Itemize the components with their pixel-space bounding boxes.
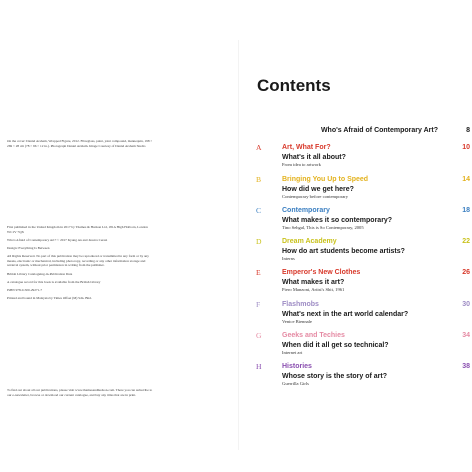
toc-entry-intro[interactable] (256, 126, 470, 136)
toc-question: What makes it so contemporary? (282, 217, 393, 224)
toc-section-letter: B (256, 175, 262, 184)
toc-page-number: 34 (462, 332, 470, 339)
toc-entry-d[interactable] (256, 237, 470, 262)
toc-page-number: 38 (462, 363, 470, 370)
toc-section-letter: F (256, 300, 261, 309)
toc-chapter-title: Contemporary (282, 207, 330, 214)
toc-page-number: 26 (462, 269, 470, 276)
toc-section-letter: A (256, 143, 262, 152)
printed-text: Printed and bound in Malaysia by Times Offset (M) Sdn. Bhd. (7, 296, 92, 301)
colophon-block (7, 225, 157, 304)
toc-page-number: 14 (462, 176, 470, 183)
cover-note (7, 139, 157, 152)
toc-entry-b[interactable] (256, 175, 470, 200)
copyright-text: Who's Afraid of Contemporary Art? © 2017 Kyung An and Jessica Cerasi (7, 237, 108, 242)
toc-chapter-title: Dream Academy (282, 238, 337, 245)
toc-section-letter: E (256, 268, 261, 277)
toc-entry-g[interactable] (256, 331, 470, 356)
toc-chapter-title: Histories (282, 363, 312, 370)
toc-chapter-title: Bringing You Up to Speed (282, 176, 369, 183)
catalogue-record-text: A catalogue record for this book is available from the British Library (7, 279, 101, 284)
toc-question: What's next in the art world calendar? (282, 311, 409, 318)
toc-description: Tino Sehgal, This is So Contemporary, 2005 (282, 225, 364, 230)
toc-description: From idea to artwork (282, 162, 321, 167)
isbn-text: ISBN 978-0-500-29271-7 (7, 287, 43, 292)
toc-page-number: 22 (462, 238, 470, 245)
toc-description: Contemporary before contemporary (282, 194, 349, 199)
toc-question: When did it all get so technical? (282, 342, 389, 349)
toc-description: Piero Manzoni, Artist's Shit, 1961 (282, 287, 345, 292)
page-title: Contents (257, 76, 331, 95)
toc-page-number: 18 (462, 207, 470, 214)
cover-note-text: On the cover: Daniel Arsham, Wrapped Figure, 2012. Fibreglass, paint, joint compound, mannequin, 198 × 269 × 28 cm (78 × 96 × 12 in.). Photograph Daniel Arsham. Image Courtesy of Daniel Arsham Studio (7, 139, 153, 148)
toc-page-number: 10 (462, 144, 470, 151)
publisher-footer-text: To find out about all our publications, please visit www.thamesandhudson.com. There you can subscribe to our e-newsletter, browse or download our current catalogue, and buy any titles that are in print. (7, 388, 153, 397)
toc-entry-h[interactable] (256, 362, 470, 387)
toc-entry-f[interactable] (256, 300, 470, 325)
toc-entry-a[interactable] (256, 143, 470, 168)
toc-question: Whose story is the story of art? (282, 373, 388, 380)
toc-chapter-title: Geeks and Techies (282, 332, 345, 339)
toc-question: How do art students become artists? (282, 248, 405, 255)
publisher-footer (7, 388, 157, 401)
toc-section-letter: G (256, 331, 262, 340)
toc-description: Guerrilla Girls (282, 381, 309, 386)
toc-page-number: 30 (462, 301, 470, 308)
toc-section-letter: D (256, 237, 262, 246)
page-gutter (238, 40, 239, 450)
rights-text: All Rights Reserved. No part of this publication may be reproduced or transmitted in any form or by any means, electronic or mechanical, including photocopy, recording or any other information storage and retrieval system, without prior permission in writing from the publisher. (7, 254, 149, 268)
toc-intro-title: Who's Afraid of Contemporary Art? (320, 127, 438, 134)
design-credit: Design: Everything Is Between (7, 245, 50, 250)
toc-chapter-title: Flashmobs (282, 301, 319, 308)
toc-description: Interns (282, 256, 295, 261)
toc-chapter-title: Art, What For? (282, 144, 331, 151)
toc-section-letter: H (256, 362, 262, 371)
toc-description: Internet art (282, 350, 303, 355)
toc-question: What makes it art? (282, 279, 345, 286)
toc-entry-e[interactable] (256, 268, 470, 293)
toc-section-letter: C (256, 206, 262, 215)
toc-question: What's it all about? (282, 154, 346, 161)
toc-chapter-title: Emperor's New Clothes (282, 269, 361, 276)
publication-text: First published in the United Kingdom in 2017 by Thames & Hudson Ltd, 181A High Holborn, London WC1V 7QX (7, 225, 148, 234)
toc-description: Venice Biennale (282, 319, 312, 324)
toc-intro-page: 8 (466, 127, 470, 134)
cataloguing-text: British Library Cataloguing-in-Publication Data (7, 271, 73, 276)
toc-entry-c[interactable] (256, 206, 470, 231)
toc-question: How did we get here? (282, 186, 354, 193)
